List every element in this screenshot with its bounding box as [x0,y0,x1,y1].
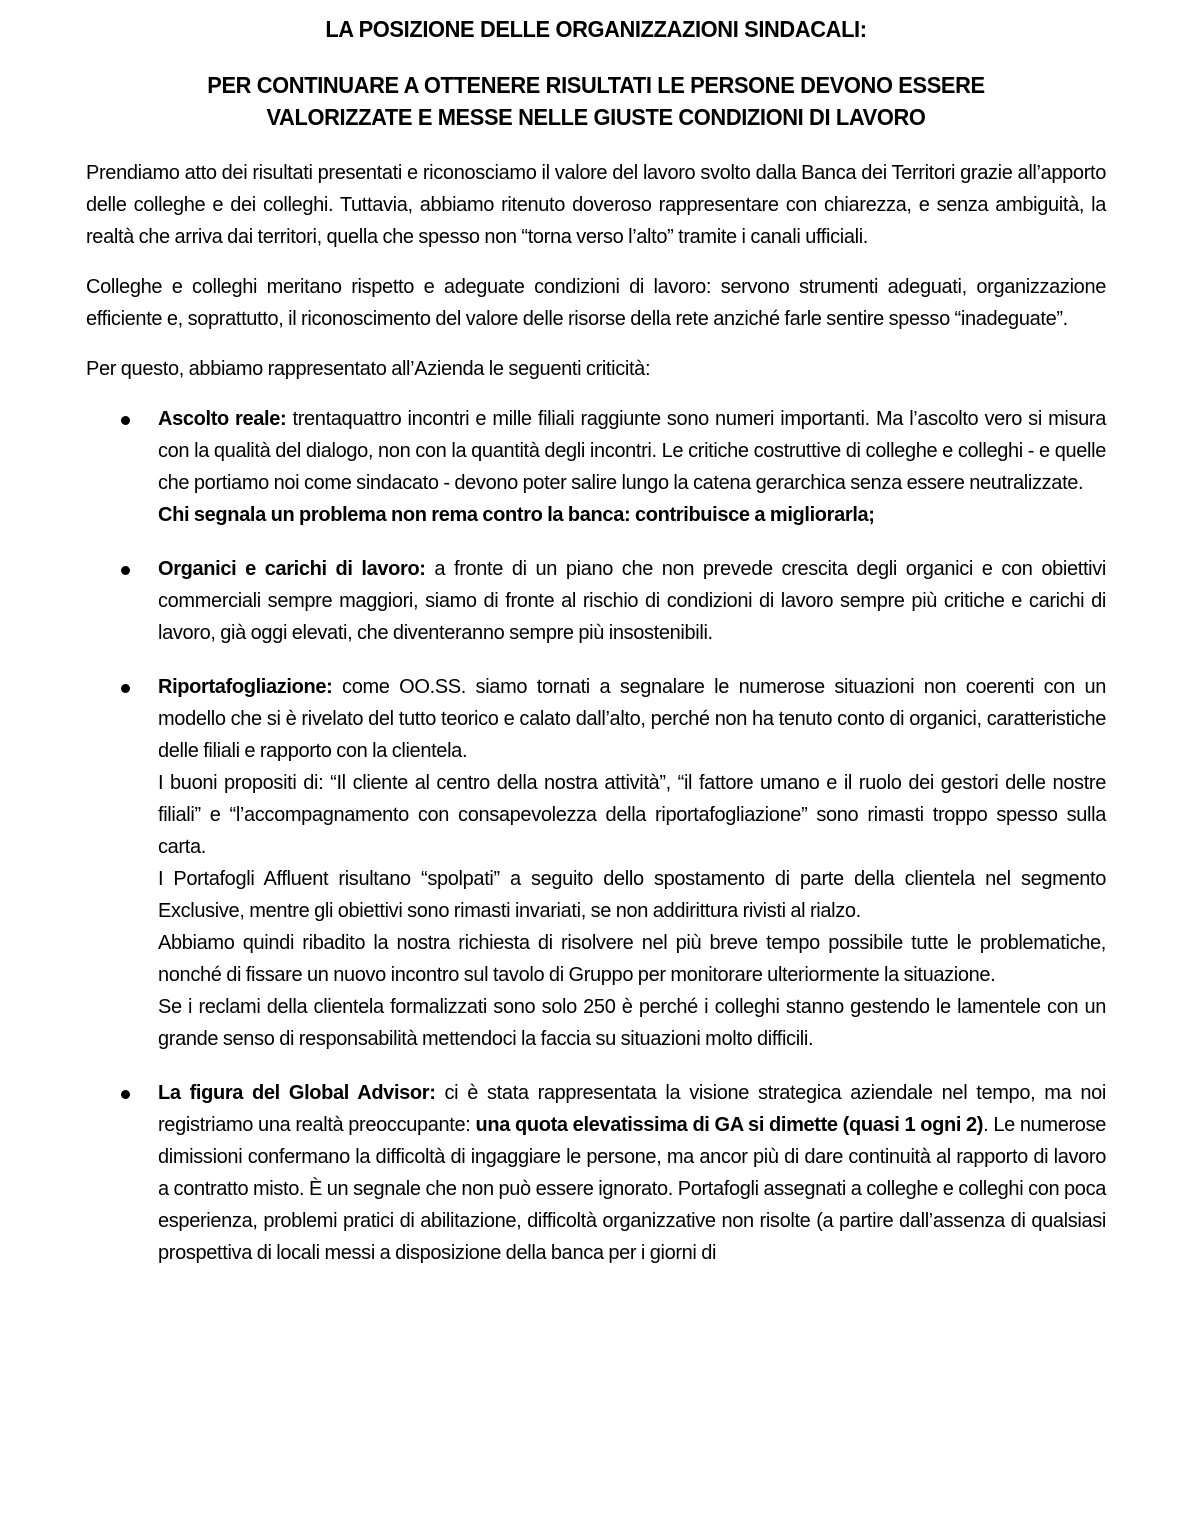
subtitle-line-2: VALORIZZATE E MESSE NELLE GIUSTE CONDIZIONI DI LAVORO [266,104,926,130]
respect-paragraph: Colleghe e colleghi meritano rispetto e adeguate condizioni di lavoro: servono strumenti adeguati, organizzazione efficiente e, soprattutto, il riconoscimento del valore delle risorse della rete anziché farle sentire spesso “inadeguate”. [86,276,1106,330]
item-heading: Riportafogliazione: [158,676,333,698]
document-title: LA POSIZIONE DELLE ORGANIZZAZIONI SINDACALI: [325,16,867,42]
item-emphasis: Chi segnala un problema non rema contro la banca: contribuisce a migliorarla; [158,504,875,526]
document-subtitle [122,69,1071,133]
item-extra-propositi: I buoni propositi di: “Il cliente al centro della nostra attività”, “il fattore umano e il ruolo dei gestori delle nostre filiali” e “l’accompagnamento con consapevolezza della riportafogliazione” sono rimasti troppo spesso sulla carta. [158,772,1106,858]
item-heading: Ascolto reale: [158,408,287,430]
item-heading: Organici e carichi di lavoro: [158,558,426,580]
list-item-organici [86,553,1106,649]
item-bold-inline: una quota elevatissima di GA si dimette (quasi 1 ogni 2) [475,1114,984,1136]
criticalities-list [86,403,1106,1269]
item-extra-affluent: I Portafogli Affluent risultano “spolpati” a seguito dello spostamento di parte della clientela nel segmento Exclusive, mentre gli obiettivi sono rimasti invariati, se non addirittura rivisti al rialzo. [158,868,1106,922]
item-text: a fronte di un piano che non prevede crescita degli organici e con obiettivi commerciali sempre maggiori, siamo di fronte al rischio di condizioni di lavoro sempre più critiche e carichi di lavoro, già oggi elevati, che diventeranno sempre più insostenibili. [158,558,1106,644]
item-heading: La figura del Global Advisor: [158,1082,436,1104]
bullet-icon [121,416,130,425]
subtitle-line-1: PER CONTINUARE A OTTENERE RISULTATI LE PERSONE DEVONO ESSERE [207,72,985,98]
criticalities-lead-paragraph: Per questo, abbiamo rappresentato all’Azienda le seguenti criticità: [86,358,651,380]
list-item-global-advisor [86,1077,1106,1269]
item-text: trentaquattro incontri e mille filiali raggiunte sono numeri importanti. Ma l’ascolto vero si misura con la qualità del dialogo, non con la quantità degli incontri. Le critiche costruttive di colleghe e colleghi - e quelle che portiamo noi come sindacato - devono poter salire lungo la catena gerarchica senza essere neutralizzate. [158,408,1106,494]
intro-paragraph: Prendiamo atto dei risultati presentati e riconosciamo il valore del lavoro svolto dalla Banca dei Territori grazie all’apporto delle colleghe e dei colleghi. Tuttavia, abbiamo ritenuto doveroso rappresentare con chiarezza, e senza ambiguità, la realtà che arriva dai territori, quella che spesso non “torna verso l’alto” tramite i canali ufficiali. [86,162,1106,248]
bullet-icon [121,1090,130,1099]
bullet-icon [121,684,130,693]
item-extra-richiesta: Abbiamo quindi ribadito la nostra richiesta di risolvere nel più breve tempo possibile tutte le problematiche, nonché di fissare un nuovo incontro sul tavolo di Gruppo per monitorare ulteriormente la situazione. [158,932,1106,986]
item-text-after: . Le numerose dimissioni confermano la difficoltà di ingaggiare le persone, ma ancor più di dare continuità al rapporto di lavoro a contratto misto. È un segnale che non può essere ignorato. Portafogli assegnati a colleghe e colleghi con poca esperienza, problemi pratici di abilitazione, difficoltà organizzative non risolte (a partire dall’assenza di qualsiasi prospettiva di locali messi a disposizione della banca per i giorni di [158,1114,1106,1264]
item-text: come OO.SS. siamo tornati a segnalare le numerose situazioni non coerenti con un modello che si è rivelato del tutto teorico e calato dall’alto, perché non ha tenuto conto di organici, caratteristiche delle filiali e rapporto con la clientela. [158,676,1106,762]
item-text: ci è stata rappresentata la visione strategica aziendale nel tempo, ma noi registriamo una realtà preoccupante: [158,1082,1106,1136]
bullet-icon [121,566,130,575]
list-item-riportafogliazione [86,671,1106,1055]
item-extra-reclami: Se i reclami della clientela formalizzati sono solo 250 è perché i colleghi stanno gestendo le lamentele con un grande senso di responsabilità mettendoci la faccia su situazioni molto difficili. [158,996,1106,1050]
list-item-ascolto-reale [86,403,1106,531]
